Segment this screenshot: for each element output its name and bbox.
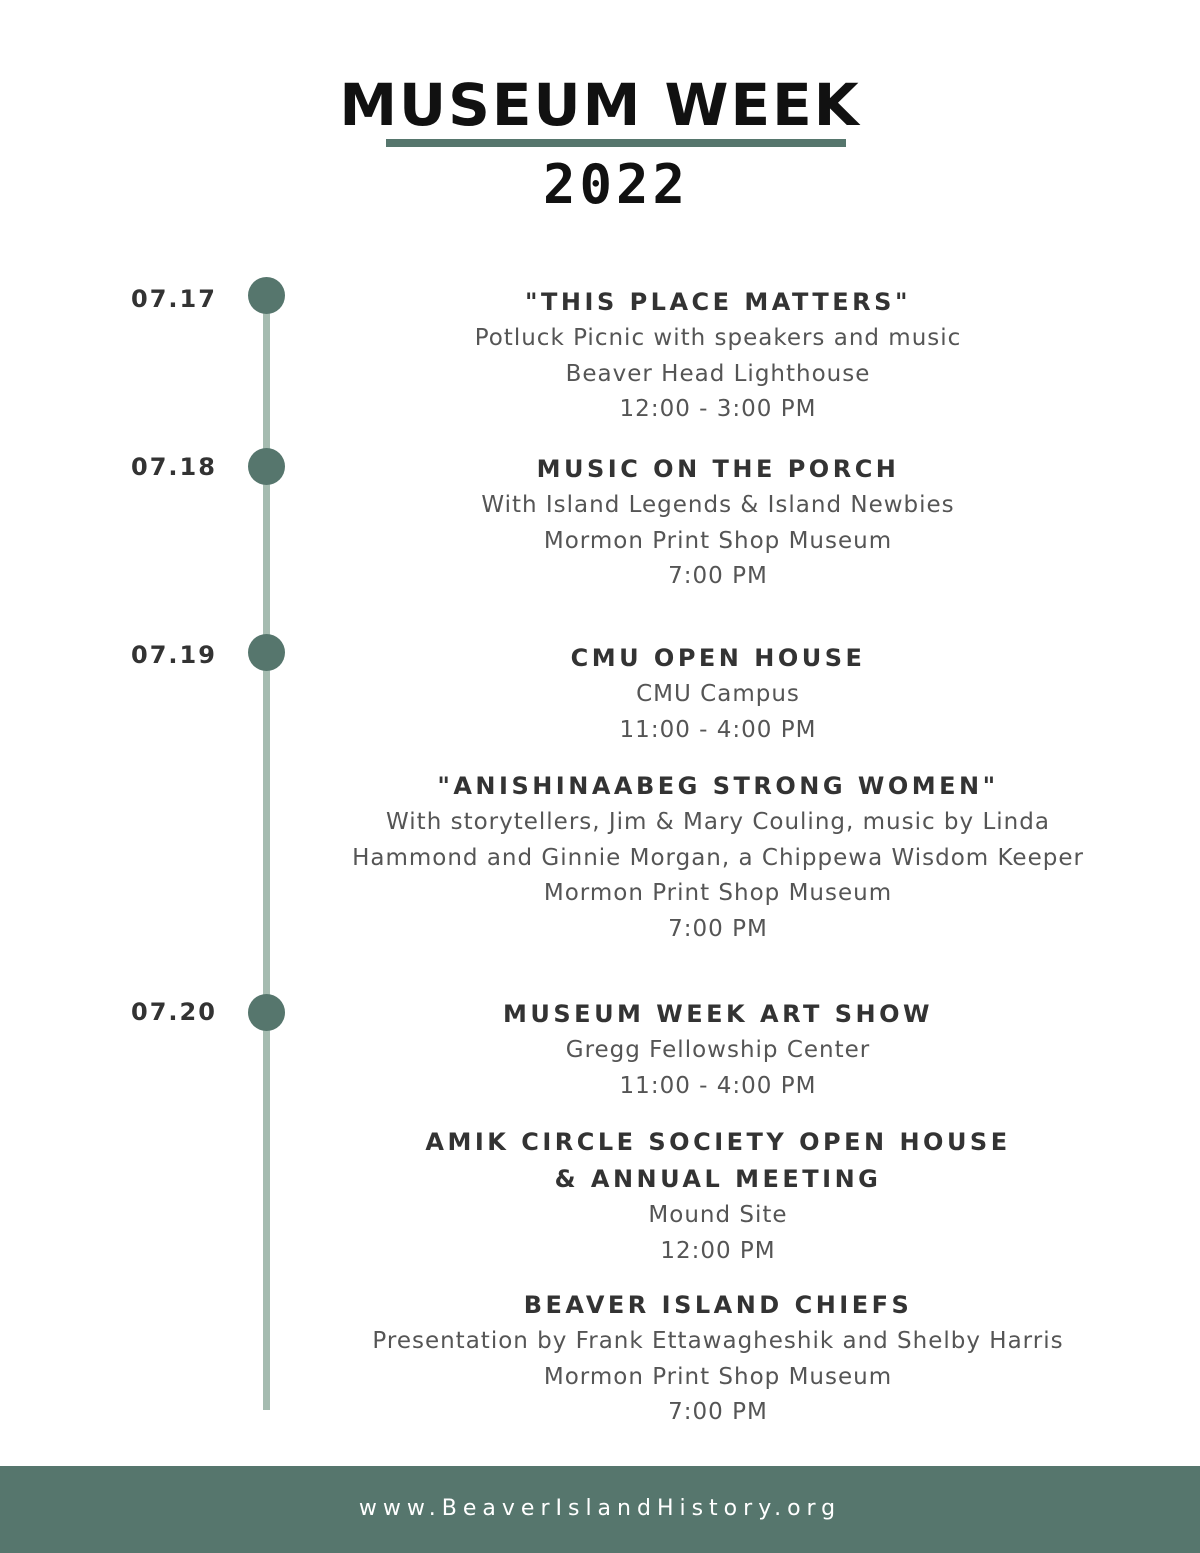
event-title: "ANISHINAABEG STRONG WOMEN" (437, 772, 999, 800)
event-location: Mormon Print Shop Museum (543, 527, 893, 554)
timeline-dot (248, 634, 285, 671)
event-title: CMU OPEN HOUSE (570, 644, 866, 672)
event-music-on-the-porch (318, 451, 1118, 595)
event-title: MUSEUM WEEK ART SHOW (503, 1000, 933, 1028)
date-label: 07.19 (131, 641, 217, 669)
timeline-dot (248, 448, 285, 485)
event-art-show (318, 996, 1118, 1104)
event-time: 12:00 PM (660, 1237, 776, 1264)
event-location: Gregg Fellowship Center (565, 1037, 871, 1063)
date-label: 07.20 (131, 998, 217, 1026)
event-location: Beaver Head Lighthouse (565, 360, 871, 387)
event-description: With storytellers, Jim & Mary Couling, music by Linda (386, 809, 1050, 835)
event-description: Presentation by Frank Ettawagheshik and Shelby Harris (372, 1328, 1064, 1354)
footer-website-link[interactable]: www.BeaverIslandHistory.org (358, 1496, 842, 1521)
event-cmu-open-house (318, 640, 1118, 748)
event-time: 7:00 PM (668, 915, 768, 942)
event-location: Mormon Print Shop Museum (543, 880, 893, 906)
event-this-place-matters (318, 284, 1118, 428)
event-anishinaabeg-strong-women (318, 768, 1118, 947)
date-label: 07.18 (131, 453, 217, 481)
event-location: Mormon Print Shop Museum (543, 1363, 893, 1390)
event-time: 7:00 PM (668, 1399, 768, 1425)
event-time: 11:00 - 4:00 PM (619, 1072, 817, 1099)
page-year: 2022 (542, 153, 690, 216)
event-title: BEAVER ISLAND CHIEFS (523, 1291, 913, 1319)
page-title: MUSEUM WEEK (339, 71, 861, 139)
event-time: 7:00 PM (668, 563, 768, 589)
timeline-dot (248, 994, 285, 1031)
event-description: With Island Legends & Island Newbies (481, 492, 955, 518)
event-title: AMIK CIRCLE SOCIETY OPEN HOUSE (425, 1128, 1011, 1156)
event-title: "THIS PLACE MATTERS" (525, 288, 911, 316)
event-title-continued: & ANNUAL MEETING (554, 1165, 882, 1193)
timeline-dot (248, 277, 285, 314)
event-amik-circle-society (318, 1124, 1118, 1269)
event-location: CMU Campus (636, 681, 800, 707)
event-description: Hammond and Ginnie Morgan, a Chippewa Wisdom Keeper (352, 844, 1084, 871)
footer-bar (0, 1466, 1200, 1553)
event-time: 12:00 - 3:00 PM (619, 396, 817, 422)
date-label: 07.17 (131, 285, 217, 313)
event-title: MUSIC ON THE PORCH (536, 455, 900, 483)
title-underline (386, 139, 846, 147)
event-beaver-island-chiefs (318, 1287, 1118, 1431)
event-description: Potluck Picnic with speakers and music (474, 325, 962, 351)
event-time: 11:00 - 4:00 PM (619, 716, 817, 743)
event-location: Mound Site (648, 1202, 788, 1228)
